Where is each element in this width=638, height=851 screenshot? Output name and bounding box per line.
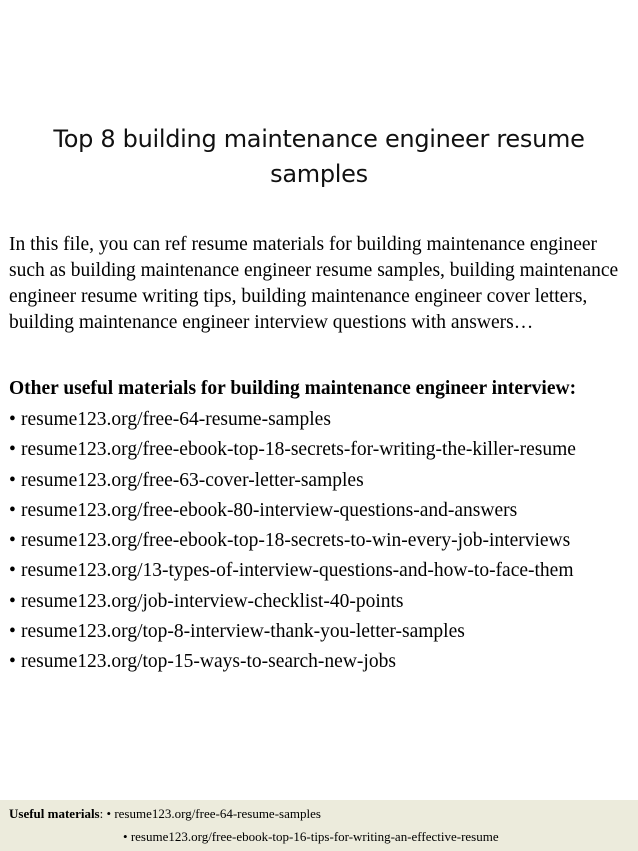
bullet-icon: • bbox=[9, 530, 16, 552]
list-item bbox=[9, 617, 637, 647]
resource-link[interactable]: resume123.org/free-63-cover-letter-samples bbox=[21, 469, 364, 491]
resource-link[interactable]: resume123.org/free-ebook-top-18-secrets-for-writing-the-killer-resume bbox=[21, 439, 576, 461]
list-item bbox=[9, 435, 637, 465]
footer-bar bbox=[0, 800, 638, 851]
resource-link[interactable]: resume123.org/free-ebook-80-interview-questions-and-answers bbox=[21, 499, 518, 521]
bullet-icon: • bbox=[106, 806, 112, 821]
materials-link-list bbox=[9, 405, 637, 678]
resource-link[interactable]: resume123.org/top-15-ways-to-search-new-jobs bbox=[21, 651, 396, 673]
list-item bbox=[9, 647, 637, 677]
bullet-icon: • bbox=[9, 651, 16, 673]
bullet-icon: • bbox=[9, 590, 16, 612]
footer-separator: : bbox=[99, 806, 104, 821]
resource-link[interactable]: resume123.org/free-ebook-top-18-secrets-to-win-every-job-interviews bbox=[21, 530, 571, 552]
footer-row bbox=[9, 806, 321, 822]
bullet-icon: • bbox=[9, 499, 16, 521]
bullet-icon: • bbox=[9, 469, 16, 491]
bullet-icon: • bbox=[9, 409, 16, 430]
bullet-icon: • bbox=[123, 829, 128, 844]
intro-paragraph: In this file, you can ref resume materials for building maintenance engineer such as building maintenance engineer resume samples, building maintenance engineer resume writing tips, building maintenance engineer cover letters, building maintenance engineer interview questions with answers… bbox=[9, 234, 619, 333]
resource-link[interactable]: resume123.org/13-types-of-interview-questions-and-how-to-face-them bbox=[21, 560, 574, 582]
resource-link[interactable]: resume123.org/free-64-resume-samples bbox=[21, 409, 331, 430]
bullet-icon: • bbox=[9, 560, 16, 582]
bullet-icon: • bbox=[9, 621, 16, 643]
list-item bbox=[9, 526, 637, 556]
list-item bbox=[9, 556, 637, 586]
list-item bbox=[9, 587, 637, 617]
resource-link[interactable]: resume123.org/job-interview-checklist-40-points bbox=[21, 590, 404, 612]
footer-link[interactable]: resume123.org/free-64-resume-samples bbox=[114, 806, 321, 821]
list-item bbox=[9, 466, 637, 496]
bullet-icon: • bbox=[9, 439, 16, 461]
page-title: Top 8 building maintenance engineer resume samples bbox=[53, 125, 585, 188]
list-item bbox=[9, 496, 637, 526]
footer-row bbox=[123, 829, 499, 845]
resource-link[interactable]: resume123.org/top-8-interview-thank-you-letter-samples bbox=[21, 621, 465, 643]
list-item bbox=[9, 405, 637, 435]
footer-label: Useful materials bbox=[9, 806, 100, 821]
footer-link[interactable]: resume123.org/free-ebook-top-16-tips-for-writing-an-effective-resume bbox=[130, 829, 499, 844]
materials-heading: Other useful materials for building maintenance engineer interview: bbox=[9, 378, 577, 399]
